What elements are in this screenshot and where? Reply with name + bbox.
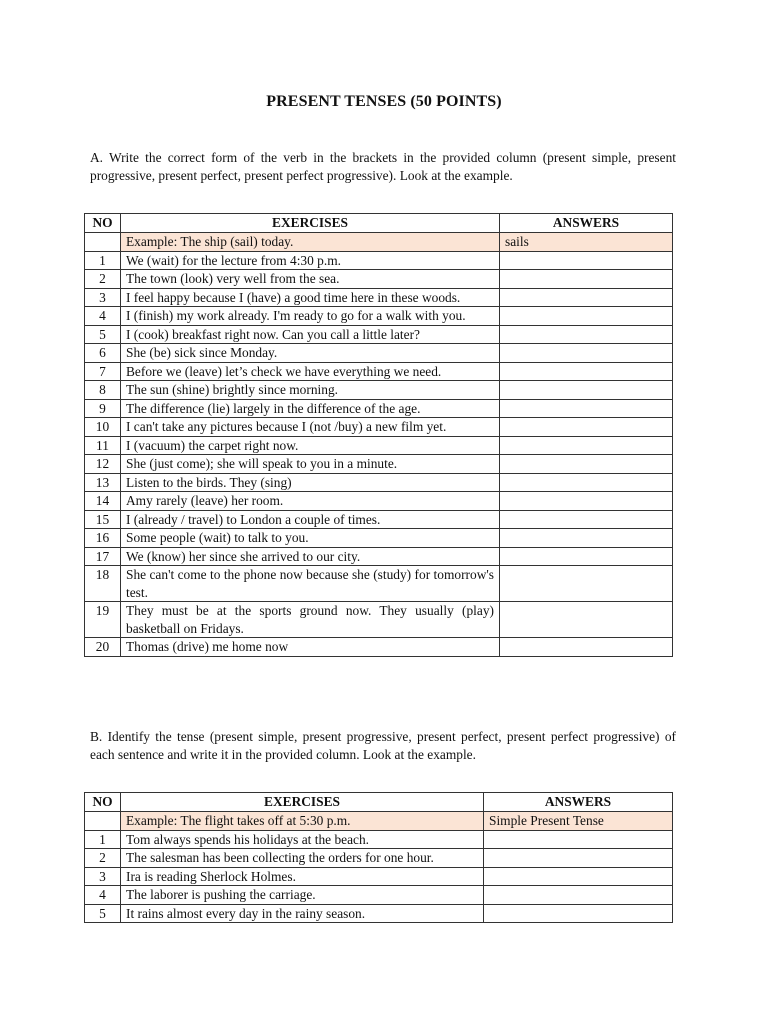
exercise-text: I (already / travel) to London a couple of times. xyxy=(121,510,500,529)
answer-cell[interactable] xyxy=(500,547,673,566)
table-row xyxy=(85,288,673,307)
example-row xyxy=(85,233,673,252)
answer-cell[interactable] xyxy=(484,867,673,886)
table-row xyxy=(85,492,673,511)
table-row xyxy=(85,886,673,905)
table-row xyxy=(85,399,673,418)
answer-cell[interactable] xyxy=(500,455,673,474)
table-row xyxy=(85,638,673,657)
example-row xyxy=(85,812,673,831)
row-number: 7 xyxy=(85,362,121,381)
table-row xyxy=(85,436,673,455)
row-number: 5 xyxy=(85,904,121,923)
answer-cell[interactable] xyxy=(484,830,673,849)
table-row xyxy=(85,904,673,923)
exercise-text: They must be at the sports ground now. They usually (play) basketball on Fridays. xyxy=(121,602,500,638)
exercise-text: The salesman has been collecting the orders for one hour. xyxy=(121,849,484,868)
table-row xyxy=(85,418,673,437)
row-number: 20 xyxy=(85,638,121,657)
row-number: 12 xyxy=(85,455,121,474)
exercise-text: We (wait) for the lecture from 4:30 p.m. xyxy=(121,251,500,270)
row-number xyxy=(85,812,121,831)
row-number: 18 xyxy=(85,566,121,602)
table-row xyxy=(85,547,673,566)
section-a-table xyxy=(84,213,673,657)
exercise-text: Before we (leave) let’s check we have everything we need. xyxy=(121,362,500,381)
section-b-instructions: B. Identify the tense (present simple, present progressive, present perfect, present perfect progressive) of each sentence and write it in the provided column. Look at the example. xyxy=(90,729,676,762)
table-row xyxy=(85,325,673,344)
table-row xyxy=(85,251,673,270)
answer-cell[interactable] xyxy=(500,288,673,307)
table-row xyxy=(85,510,673,529)
row-number: 4 xyxy=(85,886,121,905)
answer-cell[interactable] xyxy=(500,473,673,492)
exercise-text: Thomas (drive) me home now xyxy=(121,638,500,657)
row-number: 3 xyxy=(85,867,121,886)
exercise-text: Tom always spends his holidays at the beach. xyxy=(121,830,484,849)
table-row xyxy=(85,566,673,602)
exercise-text: The sun (shine) brightly since morning. xyxy=(121,381,500,400)
exercise-text: Amy rarely (leave) her room. xyxy=(121,492,500,511)
exercise-text: I (vacuum) the carpet right now. xyxy=(121,436,500,455)
table-row xyxy=(85,270,673,289)
row-number: 11 xyxy=(85,436,121,455)
exercise-text: She can't come to the phone now because she (study) for tomorrow's test. xyxy=(121,566,500,602)
exercise-text: Ira is reading Sherlock Holmes. xyxy=(121,867,484,886)
exercise-text: We (know) her since she arrived to our city. xyxy=(121,547,500,566)
answer-cell[interactable] xyxy=(500,307,673,326)
row-number: 6 xyxy=(85,344,121,363)
exercise-text: The laborer is pushing the carriage. xyxy=(121,886,484,905)
table-row xyxy=(85,344,673,363)
answer-cell[interactable] xyxy=(484,849,673,868)
exercise-text: The town (look) very well from the sea. xyxy=(121,270,500,289)
row-number: 17 xyxy=(85,547,121,566)
table-row xyxy=(85,362,673,381)
exercise-text: Example: The flight takes off at 5:30 p.m. xyxy=(121,812,484,831)
exercise-text: Listen to the birds. They (sing) xyxy=(121,473,500,492)
answer-cell[interactable] xyxy=(500,566,673,602)
page-title: PRESENT TENSES (50 POINTS) xyxy=(266,93,502,110)
row-number: 14 xyxy=(85,492,121,511)
exercise-text: I can't take any pictures because I (not /buy) a new film yet. xyxy=(121,418,500,437)
answer-cell[interactable] xyxy=(500,344,673,363)
exercise-text: Some people (wait) to talk to you. xyxy=(121,529,500,548)
row-number: 1 xyxy=(85,830,121,849)
section-a-instructions: A. Write the correct form of the verb in the brackets in the provided column (present simple, present progressive, present perfect, present perfect progressive). Look at the example. xyxy=(90,150,676,183)
row-number: 2 xyxy=(85,270,121,289)
table-row xyxy=(85,830,673,849)
table-row xyxy=(85,849,673,868)
answer-cell[interactable] xyxy=(500,399,673,418)
table-header-row xyxy=(85,793,673,812)
exercise-text: I (cook) breakfast right now. Can you call a little later? xyxy=(121,325,500,344)
row-number: 3 xyxy=(85,288,121,307)
answer-cell: Simple Present Tense xyxy=(484,812,673,831)
row-number: 2 xyxy=(85,849,121,868)
row-number: 8 xyxy=(85,381,121,400)
answer-cell[interactable] xyxy=(500,362,673,381)
answer-cell[interactable] xyxy=(500,492,673,511)
header-exercises: EXERCISES xyxy=(121,793,484,812)
header-answers: ANSWERS xyxy=(484,793,673,812)
exercise-text: She (be) sick since Monday. xyxy=(121,344,500,363)
row-number: 4 xyxy=(85,307,121,326)
exercise-text: I (finish) my work already. I'm ready to go for a walk with you. xyxy=(121,307,500,326)
answer-cell[interactable] xyxy=(500,638,673,657)
exercise-text: I feel happy because I (have) a good time here in these woods. xyxy=(121,288,500,307)
answer-cell[interactable] xyxy=(500,270,673,289)
answer-cell[interactable] xyxy=(484,886,673,905)
table-row xyxy=(85,529,673,548)
row-number xyxy=(85,233,121,252)
table-row xyxy=(85,381,673,400)
answer-cell[interactable] xyxy=(484,904,673,923)
answer-cell[interactable] xyxy=(500,510,673,529)
answer-cell[interactable] xyxy=(500,436,673,455)
exercise-text: She (just come); she will speak to you in a minute. xyxy=(121,455,500,474)
answer-cell[interactable] xyxy=(500,418,673,437)
row-number: 19 xyxy=(85,602,121,638)
table-row xyxy=(85,455,673,474)
answer-cell: sails xyxy=(500,233,673,252)
row-number: 16 xyxy=(85,529,121,548)
answer-cell[interactable] xyxy=(500,529,673,548)
answer-cell[interactable] xyxy=(500,381,673,400)
table-header-row xyxy=(85,214,673,233)
table-row xyxy=(85,867,673,886)
row-number: 13 xyxy=(85,473,121,492)
table-row xyxy=(85,473,673,492)
exercise-text: Example: The ship (sail) today. xyxy=(121,233,500,252)
exercise-text: It rains almost every day in the rainy season. xyxy=(121,904,484,923)
row-number: 1 xyxy=(85,251,121,270)
row-number: 10 xyxy=(85,418,121,437)
answer-cell[interactable] xyxy=(500,251,673,270)
row-number: 5 xyxy=(85,325,121,344)
header-no: NO xyxy=(85,214,121,233)
row-number: 9 xyxy=(85,399,121,418)
table-row xyxy=(85,307,673,326)
header-exercises: EXERCISES xyxy=(121,214,500,233)
row-number: 15 xyxy=(85,510,121,529)
section-b-table xyxy=(84,792,673,923)
answer-cell[interactable] xyxy=(500,325,673,344)
header-no: NO xyxy=(85,793,121,812)
exercise-text: The difference (lie) largely in the difference of the age. xyxy=(121,399,500,418)
answer-cell[interactable] xyxy=(500,602,673,638)
header-answers: ANSWERS xyxy=(500,214,673,233)
table-row xyxy=(85,602,673,638)
